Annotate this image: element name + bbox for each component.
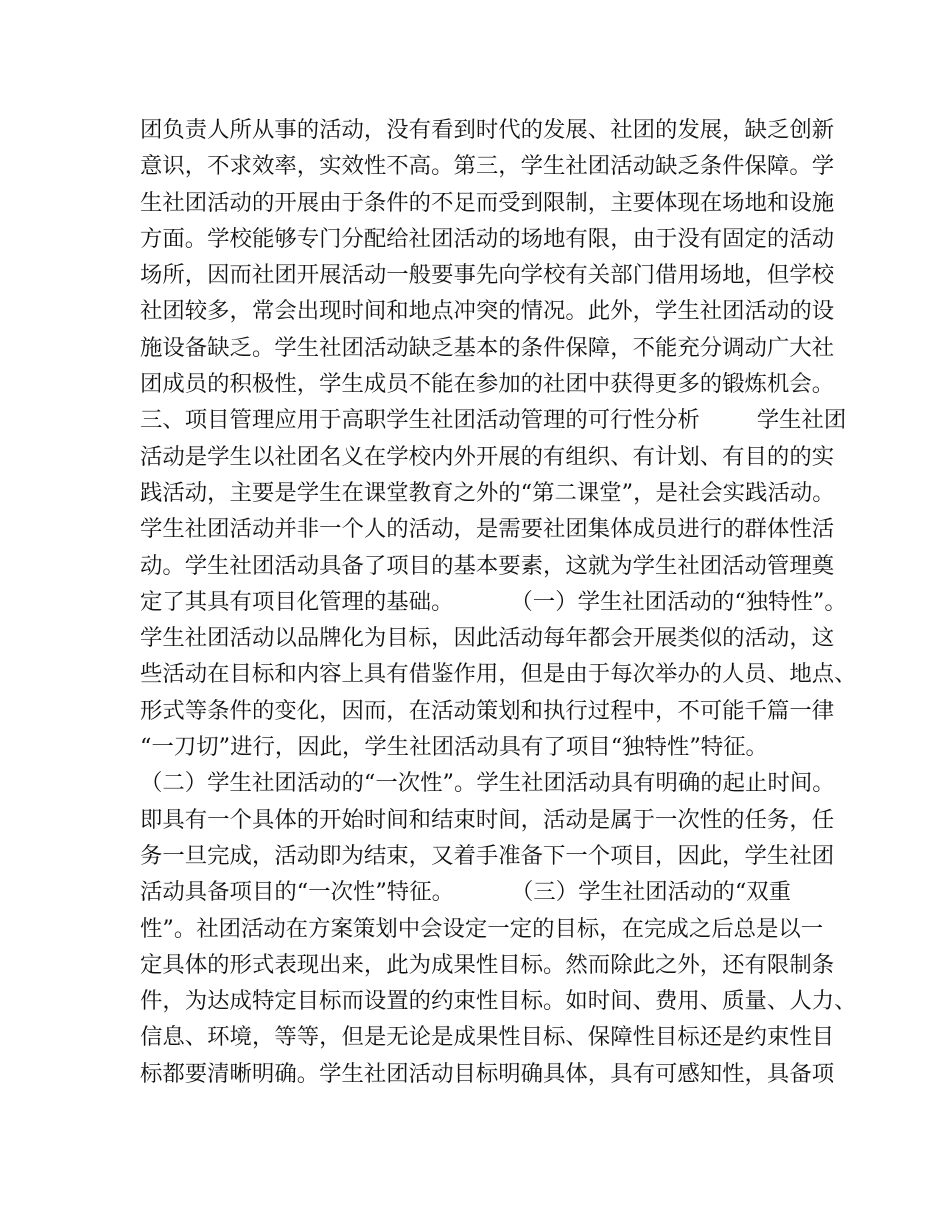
- text-line: 标都要清晰明确。学生社团活动目标明确具体，具有可感知性，具备项: [140, 1060, 835, 1087]
- text-line: 件，为达成特定目标而设置的约束性目标。如时间、费用、质量、人力、: [140, 988, 857, 1015]
- text-line: 活动具备项目的“一次性”特征。 （三）学生社团活动的“双重: [140, 879, 792, 906]
- text-line: 些活动在目标和内容上具有借鉴作用，但是由于每次举办的人员、地点、: [140, 661, 857, 688]
- text-line: （二）学生社团活动的“一次性”。学生社团活动具有明确的起止时间。: [140, 770, 835, 797]
- text-line: 信息、环境，等等，但是无论是成果性目标、保障性目标还是约束性目: [140, 1024, 835, 1051]
- text-line: 场所，因而社团开展活动一般要事先向学校有关部门借用场地，但学校: [140, 262, 835, 289]
- text-line: 方面。学校能够专门分配给社团活动的场地有限，由于没有固定的活动: [140, 225, 835, 252]
- text-line: 动。学生社团活动具备了项目的基本要素，这就为学生社团活动管理奠: [140, 552, 835, 579]
- text-line: 学生社团活动并非一个人的活动，是需要社团集体成员进行的群体性活: [140, 516, 835, 543]
- text-line: 性”。社团活动在方案策划中会设定一定的目标，在完成之后总是以一: [140, 915, 824, 942]
- text-line: 生社团活动的开展由于条件的不足而受到限制，主要体现在场地和设施: [140, 189, 835, 216]
- section-heading-line: 三、项目管理应用于高职学生社团活动管理的可行性分析 学生社团: [140, 407, 847, 434]
- text-line: 团成员的积极性，学生成员不能在参加的社团中获得更多的锻炼机会。: [140, 371, 835, 398]
- text-line: “一刀切”进行，因此，学生社团活动具有了项目“独特性”特征。: [140, 734, 768, 761]
- text-line: 务一旦完成，活动即为结束，又着手准备下一个项目，因此，学生社团: [140, 842, 835, 869]
- text-line: 意识，不求效率，实效性不高。第三，学生社团活动缺乏条件保障。学: [140, 153, 835, 180]
- text-line: 社团较多，常会出现时间和地点冲突的情况。此外，学生社团活动的设: [140, 298, 835, 325]
- text-line: 践活动，主要是学生在课堂教育之外的“第二课堂”，是社会实践活动。: [140, 479, 835, 506]
- text-line: 活动是学生以社团名义在学校内外开展的有组织、有计划、有目的的实: [140, 443, 835, 470]
- text-line: 学生社团活动以品牌化为目标，因此活动每年都会开展类似的活动，这: [140, 625, 835, 652]
- body-text: [140, 112, 857, 1092]
- text-line: 形式等条件的变化，因而，在活动策划和执行过程中，不可能千篇一律: [140, 697, 835, 724]
- text-line: 定了其具有项目化管理的基础。 （一）学生社团活动的“独特性”。: [140, 588, 847, 615]
- text-line: 即具有一个具体的开始时间和结束时间，活动是属于一次性的任务，任: [140, 806, 835, 833]
- text-line: 团负责人所从事的活动，没有看到时代的发展、社团的发展，缺乏创新: [140, 117, 835, 143]
- text-line: 施设备缺乏。学生社团活动缺乏基本的条件保障，不能充分调动广大社: [140, 334, 835, 361]
- text-line: 定具体的形式表现出来，此为成果性目标。然而除此之外，还有限制条: [140, 951, 835, 978]
